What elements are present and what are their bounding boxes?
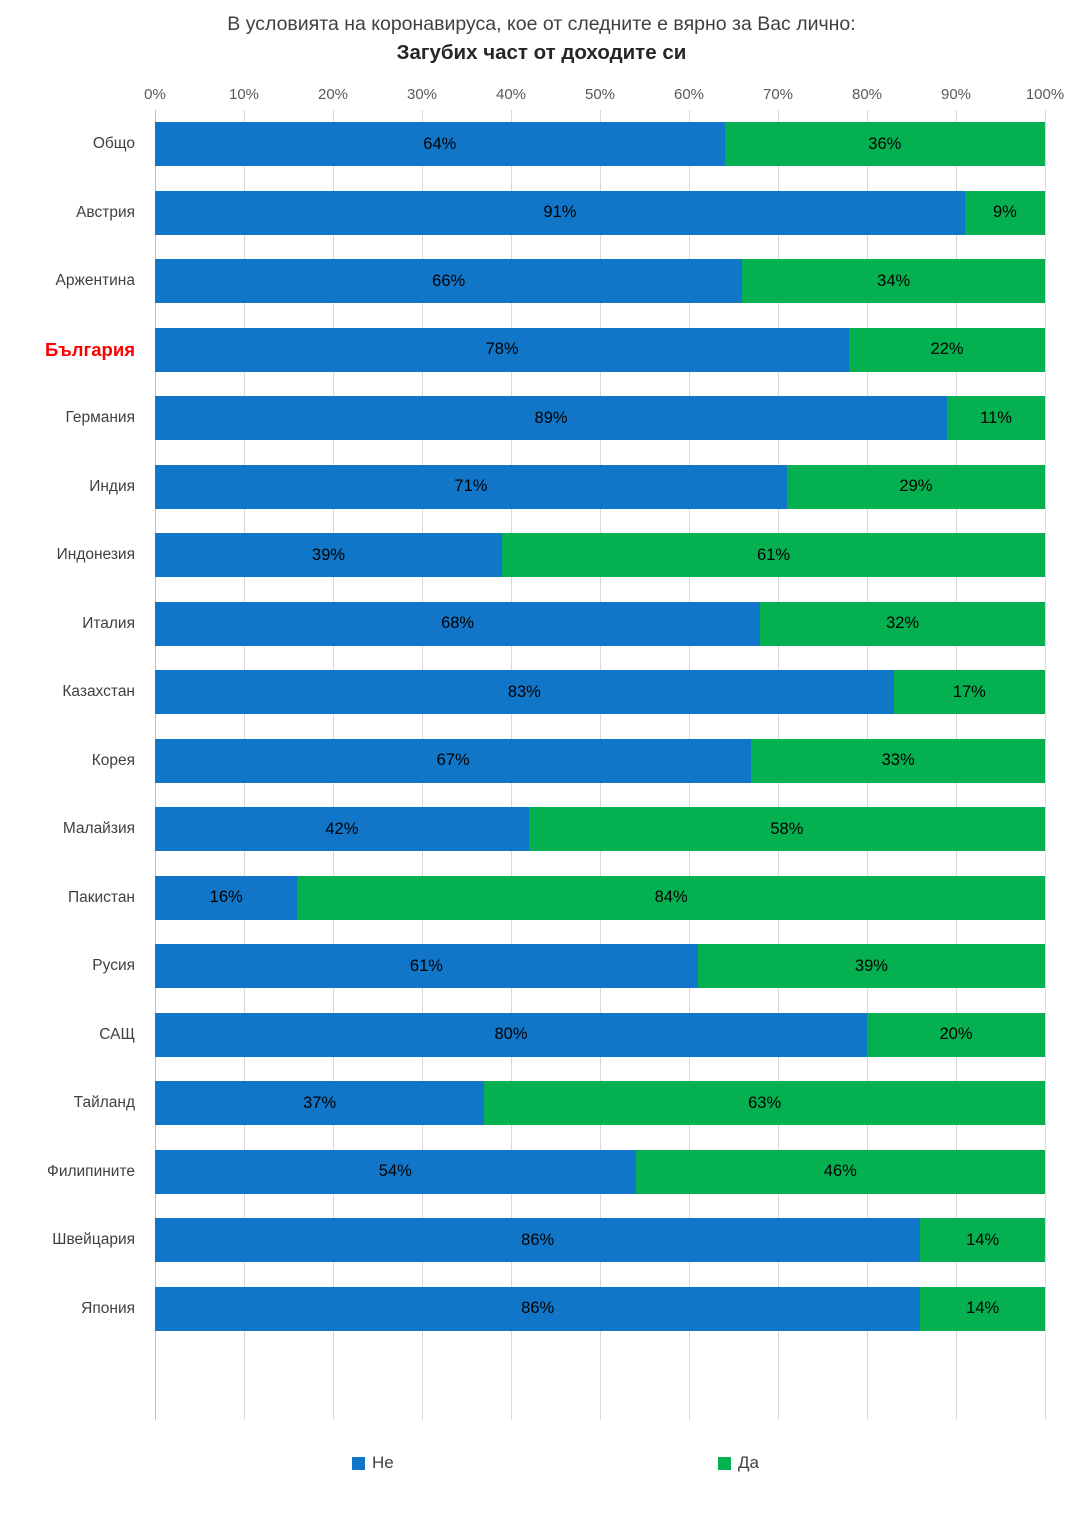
bar-row [155,590,1045,659]
category-label: Русия [92,957,135,975]
bar-segment-yes[interactable]: 34% [742,259,1045,303]
plot-area [155,110,1045,1420]
category-label: САЩ [99,1025,135,1043]
bar-segment-yes[interactable]: 36% [725,122,1045,166]
bar-row [155,179,1045,248]
bar-segment-yes[interactable]: 14% [920,1218,1045,1262]
category-label: България [45,338,135,360]
x-tick-30: 30% [406,86,438,103]
legend-swatch-yes [718,1457,731,1470]
category-label: Филипините [47,1162,135,1180]
bar-row [155,316,1045,385]
stacked-bar [155,739,1045,783]
chart-title-block [0,0,1083,68]
bar-segment-yes[interactable]: 39% [698,944,1045,988]
x-tick-0: 0% [144,86,166,103]
stacked-bar [155,122,1045,166]
stacked-bar [155,876,1045,920]
bar-segment-no[interactable]: 64% [155,122,725,166]
x-tick-10: 10% [228,86,260,103]
bar-segment-yes[interactable]: 33% [751,739,1045,783]
stacked-bar [155,191,1045,235]
bar-segment-no[interactable]: 89% [155,396,947,440]
legend-item-yes[interactable] [718,1453,759,1473]
category-label: Индонезия [56,546,135,564]
bar-segment-no[interactable]: 86% [155,1218,920,1262]
bar-row [155,932,1045,1001]
stacked-bar [155,533,1045,577]
x-tick-100: 100% [1025,86,1065,103]
legend-label-no: Не [372,1453,394,1472]
bar-row [155,247,1045,316]
stacked-bar [155,602,1045,646]
category-label: Германия [65,409,135,427]
category-label: Аржентина [55,272,135,290]
bar-row [155,521,1045,590]
stacked-bar [155,328,1045,372]
bar-segment-no[interactable]: 78% [155,328,849,372]
bar-segment-no[interactable]: 39% [155,533,502,577]
x-tick-70: 70% [762,86,794,103]
category-label: Индия [89,477,135,495]
bar-segment-no[interactable]: 66% [155,259,742,303]
stacked-bar [155,944,1045,988]
stacked-bar [155,1081,1045,1125]
bar-segment-no[interactable]: 42% [155,807,529,851]
x-tick-40: 40% [495,86,527,103]
bar-segment-yes[interactable]: 17% [894,670,1045,714]
stacked-bar [155,1013,1045,1057]
x-tick-80: 80% [851,86,883,103]
category-label: Япония [81,1299,135,1317]
stacked-bar [155,670,1045,714]
bar-row [155,1069,1045,1138]
category-label: Швейцария [52,1231,135,1249]
bar-segment-no[interactable]: 86% [155,1287,920,1331]
stacked-bar [155,807,1045,851]
bar-row [155,727,1045,796]
category-label: Казахстан [62,683,135,701]
x-tick-60: 60% [673,86,705,103]
bar-segment-yes[interactable]: 9% [965,191,1045,235]
category-label: Малайзия [62,820,135,838]
bar-rows [155,110,1045,1420]
bar-row [155,1001,1045,1070]
gridline-100 [1045,110,1046,1420]
bar-segment-yes[interactable]: 84% [297,876,1045,920]
chart-subtitle: Загубих част от доходите си [396,41,687,64]
bar-segment-yes[interactable]: 20% [867,1013,1045,1057]
bar-row [155,384,1045,453]
bar-row [155,795,1045,864]
bar-segment-no[interactable]: 68% [155,602,760,646]
bar-row [155,658,1045,727]
bar-segment-yes[interactable]: 61% [502,533,1045,577]
bar-segment-no[interactable]: 71% [155,465,787,509]
category-label: Италия [82,614,135,632]
bar-segment-yes[interactable]: 63% [484,1081,1045,1125]
bar-row [155,1138,1045,1207]
bar-row [155,864,1045,933]
stacked-bar [155,465,1045,509]
legend-label-yes: Да [738,1453,759,1472]
category-label: Австрия [76,203,135,221]
bar-segment-no[interactable]: 37% [155,1081,484,1125]
bar-segment-no[interactable]: 80% [155,1013,867,1057]
bar-segment-no[interactable]: 83% [155,670,894,714]
bar-segment-no[interactable]: 91% [155,191,965,235]
x-tick-20: 20% [317,86,349,103]
category-label: Пакистан [67,888,135,906]
bar-segment-yes[interactable]: 58% [529,807,1045,851]
bar-row [155,110,1045,179]
bar-segment-no[interactable]: 61% [155,944,698,988]
category-label: Корея [91,751,135,769]
x-axis-tick-labels [144,86,1065,106]
legend-item-no[interactable] [352,1453,394,1473]
bar-segment-yes[interactable]: 22% [849,328,1045,372]
category-label: Тайланд [73,1094,135,1112]
bar-segment-no[interactable]: 67% [155,739,751,783]
stacked-bar [155,396,1045,440]
bar-segment-yes[interactable]: 11% [947,396,1045,440]
x-tick-90: 90% [940,86,972,103]
stacked-bar [155,1218,1045,1262]
bar-segment-yes[interactable]: 32% [760,602,1045,646]
bar-segment-yes[interactable]: 29% [787,465,1045,509]
chart-legend [0,1445,1083,1485]
legend-swatch-no [352,1457,365,1470]
stacked-bar [155,1287,1045,1331]
bar-segment-yes[interactable]: 46% [636,1150,1045,1194]
bar-segment-no[interactable]: 54% [155,1150,636,1194]
bar-segment-yes[interactable]: 14% [920,1287,1045,1331]
chart-title: В условията на коронавируса, кое от следните е вярно за Вас лично: [227,13,856,35]
bar-row [155,453,1045,522]
category-label: Общо [92,135,135,153]
stacked-bar [155,1150,1045,1194]
x-tick-50: 50% [584,86,616,103]
bar-segment-no[interactable]: 16% [155,876,297,920]
stacked-bar [155,259,1045,303]
bar-row [155,1206,1045,1275]
bar-row [155,1275,1045,1344]
